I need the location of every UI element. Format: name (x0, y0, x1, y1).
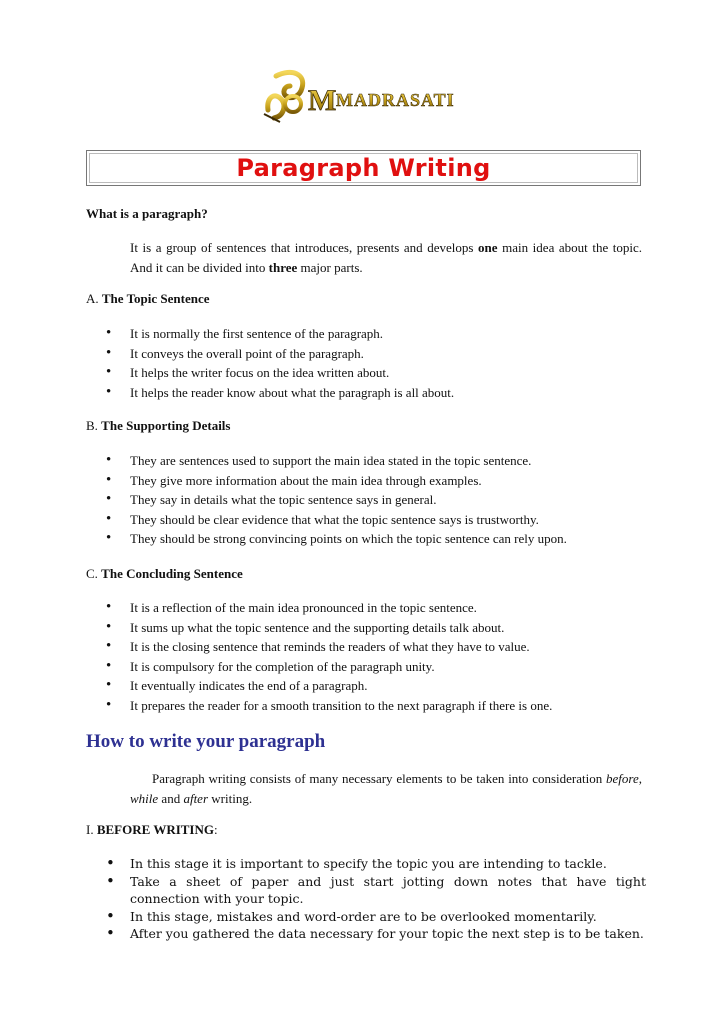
topic-sentence-list (106, 324, 646, 402)
title-box (86, 150, 641, 186)
list-item: • They say in details what the topic sentence says in general. (106, 490, 646, 510)
how-to-paragraph: Paragraph writing consists of many necessary elements to be taken into consideration before, while and after writing. (130, 771, 643, 806)
list-item: • They give more information about the main idea through examples. (106, 471, 646, 491)
logo-wordmark: MADRASATI (336, 90, 455, 110)
madrasati-logo (262, 66, 462, 130)
before-writing-list (106, 855, 646, 943)
intro-bold-one: one (478, 240, 498, 255)
how-to-heading: How to write your paragraph (86, 731, 326, 752)
list-item: • It is normally the first sentence of the paragraph. (106, 324, 646, 344)
list-item: • It is a reflection of the main idea pronounced in the topic sentence. (106, 598, 646, 618)
intro-bold-three: three (268, 260, 298, 275)
logo-emblem-icon (264, 72, 303, 122)
before-writing-heading: I. BEFORE WRITING: (86, 822, 218, 837)
list-item: • They should be clear evidence that what the topic sentence says is trustworthy. (106, 510, 646, 530)
list-item: • It eventually indicates the end of a paragraph. (106, 676, 646, 696)
list-item: • They should be strong convincing points on which the topic sentence can rely upon. (106, 529, 646, 549)
list-item: • It prepares the reader for a smooth transition to the next paragraph if there is one. (106, 696, 646, 716)
intro-paragraph (130, 238, 642, 278)
list-item: • In this stage, mistakes and word-order are to be overlooked momentarily. (106, 908, 646, 926)
list-item: • In this stage it is important to specify the topic you are intending to tackle. (106, 855, 646, 873)
intro-text: It is a group of sentences that introduces, presents and develops (130, 240, 474, 255)
list-item: • It helps the writer focus on the idea written about. (106, 363, 646, 383)
list-item: • It is the closing sentence that reminds the readers of what they have to value. (106, 637, 646, 657)
intro-text: main idea about the topic. And it can be divided into (130, 240, 643, 275)
list-item: • Take a sheet of paper and just start jotting down notes that have tight connection with your topic. (106, 873, 646, 908)
list-item: • After you gathered the data necessary for your topic the next step is to be taken. (106, 925, 646, 943)
supporting-details-list (106, 451, 646, 549)
list-item: • It helps the reader know about what the paragraph is all about. (106, 383, 646, 403)
intro-text: major parts. (300, 260, 363, 275)
list-item: • It sums up what the topic sentence and the supporting details talk about. (106, 618, 646, 638)
svg-text:M: M (308, 84, 337, 117)
list-item: • They are sentences used to support the main idea stated in the topic sentence. (106, 451, 646, 471)
list-item: • It conveys the overall point of the paragraph. (106, 344, 646, 364)
concluding-sentence-list (106, 598, 646, 715)
section-heading-b: B. The Supporting Details (86, 418, 231, 433)
question-heading: What is a paragraph? (86, 206, 208, 221)
list-item: • It is compulsory for the completion of the paragraph unity. (106, 657, 646, 677)
section-heading-a: A. The Topic Sentence (86, 291, 210, 306)
page-title: Paragraph Writing (236, 154, 491, 182)
section-heading-c: C. The Concluding Sentence (86, 566, 243, 581)
